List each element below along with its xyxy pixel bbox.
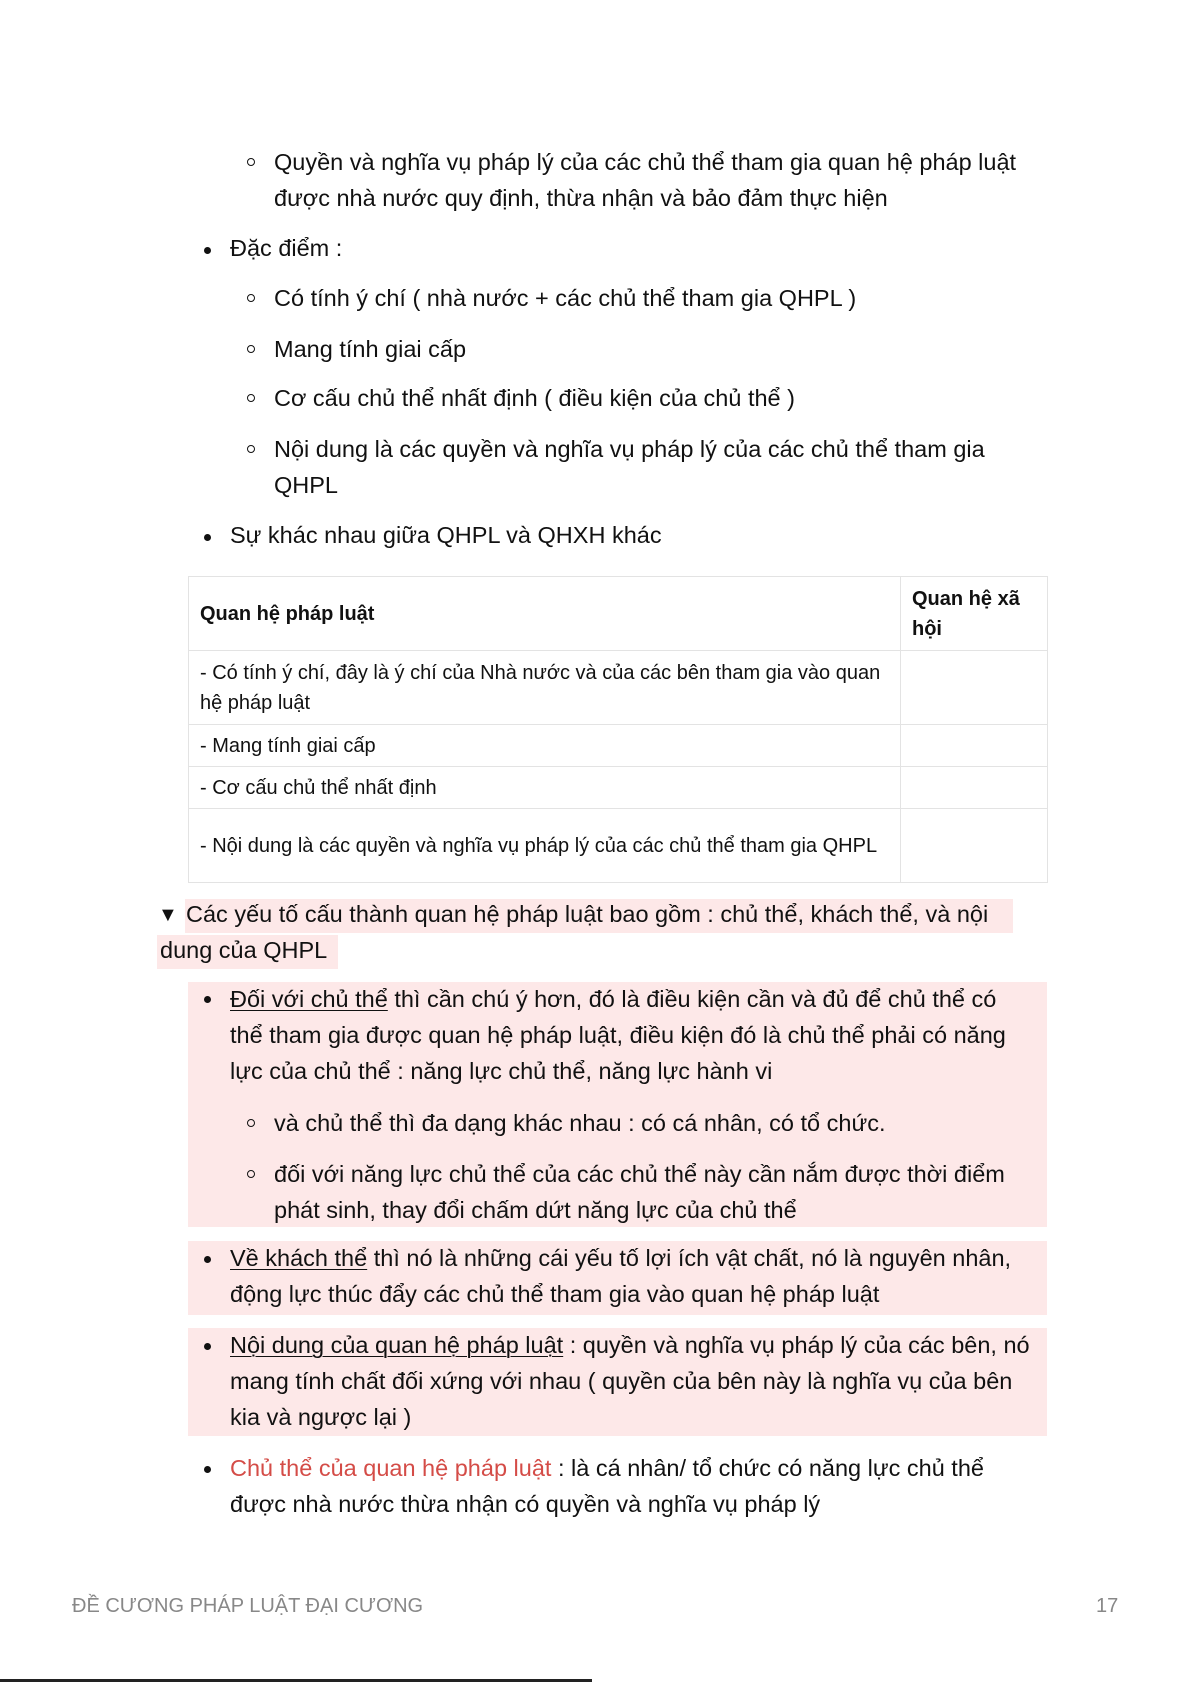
table-cell: - Mang tính giai cấp (189, 725, 901, 767)
bullet-marker (204, 1343, 211, 1350)
sub-bullet-text: đối với năng lực chủ thể của các chủ thể này cần nắm được thời điểm phát sinh, thay đổi chấm dứt năng lực của chủ thể (274, 1161, 1005, 1223)
bullet-dac-diem: Đặc điểm : (230, 235, 343, 261)
table-row (189, 767, 1048, 809)
page-number: 17 (1096, 1595, 1119, 1617)
table-row (189, 725, 1048, 767)
table-header: Quan hệ pháp luật (189, 577, 901, 651)
table-cell (901, 651, 1048, 725)
sub-bullet-text: Cơ cấu chủ thể nhất định ( điều kiện của chủ thể ) (274, 385, 795, 411)
sub-bullet-marker (247, 445, 255, 453)
comparison-table (188, 576, 1048, 883)
triangle-down-icon[interactable]: ▼ (158, 904, 178, 926)
chu-the-paragraph (230, 981, 1030, 1089)
khach-the-paragraph (230, 1240, 1040, 1312)
sub-bullet-text: Mang tính giai cấp (274, 336, 467, 362)
sub-bullet-marker (247, 394, 255, 402)
table-cell (901, 809, 1048, 883)
table-cell: - Cơ cấu chủ thể nhất định (189, 767, 901, 809)
noi-dung-paragraph (230, 1327, 1040, 1435)
table-cell (901, 767, 1048, 809)
khach-the-label: Về khách thể (230, 1245, 368, 1271)
sub-bullet-marker (247, 1119, 255, 1127)
bullet-marker (204, 1466, 211, 1473)
sub-bullet-text: Nội dung là các quyền và nghĩa vụ pháp lý của các chủ thể tham gia QHPL (274, 436, 985, 498)
bullet-marker (204, 996, 211, 1003)
table-header-row (189, 577, 1048, 651)
chu-the-qhpl-label: Chủ thể của quan hệ pháp luật (230, 1455, 552, 1481)
sub-bullet-marker (247, 1170, 255, 1178)
table-row (189, 651, 1048, 725)
khach-the-text: thì nó là những cái yếu tố lợi ích vật chất, nó là nguyên nhân, động lực thúc đẩy các chủ thể tham gia vào quan hệ pháp luật (230, 1245, 1012, 1307)
chu-the-qhpl-text: : là cá nhân/ tổ chức có năng lực chủ thể được nhà nước thừa nhận có quyền và nghĩa vụ pháp lý (230, 1455, 984, 1517)
sub-bullet-text: Quyền và nghĩa vụ pháp lý của các chủ thể tham gia quan hệ pháp luật được nhà nước quy định, thừa nhận và bảo đảm thực hiện (274, 149, 1017, 211)
noi-dung-text: : quyền và nghĩa vụ pháp lý của các bên, nó mang tính chất đối xứng với nhau ( quyền của bên này là nghĩa vụ của bên kia và ngược lại ) (230, 1332, 1030, 1430)
bullet-su-khac-nhau: Sự khác nhau giữa QHPL và QHXH khác (230, 522, 662, 548)
table-cell (901, 725, 1048, 767)
table-row (189, 809, 1048, 883)
chu-the-qhpl-paragraph (230, 1450, 1030, 1522)
footer-title: ĐỀ CƯƠNG PHÁP LUẬT ĐẠI CƯƠNG (72, 1595, 424, 1617)
sub-bullet-marker (247, 345, 255, 353)
chu-the-label: Đối với chủ thể (230, 986, 388, 1012)
bullet-marker (204, 1256, 211, 1263)
table-cell: - Có tính ý chí, đây là ý chí của Nhà nước và của các bên tham gia vào quan hệ pháp luật (189, 651, 901, 725)
sub-bullet-text: và chủ thể thì đa dạng khác nhau : có cá nhân, có tổ chức. (274, 1110, 886, 1136)
bullet-marker (204, 247, 211, 254)
page-bottom-edge (0, 1679, 592, 1682)
chu-the-text: thì cần chú ý hơn, đó là điều kiện cần và đủ để chủ thể có thể tham gia được quan hệ pháp luật, điều kiện đó là chủ thể phải có năng lực của chủ thể : năng lực chủ thể, năng lực hành vi (230, 986, 1006, 1084)
table-cell: - Nội dung là các quyền và nghĩa vụ pháp lý của các chủ thể tham gia QHPL (189, 809, 901, 883)
table-header: Quan hệ xã hội (901, 577, 1048, 651)
sub-bullet-text: Có tính ý chí ( nhà nước + các chủ thể tham gia QHPL ) (274, 285, 857, 311)
sub-bullet-marker (247, 158, 255, 166)
noi-dung-label: Nội dung của quan hệ pháp luật (230, 1332, 564, 1358)
toggle-heading[interactable]: Các yếu tố cấu thành quan hệ pháp luật bao gồm : chủ thể, khách thể, và nội dung của QHPL (160, 901, 989, 963)
sub-bullet-marker (247, 294, 255, 302)
bullet-marker (204, 534, 211, 541)
